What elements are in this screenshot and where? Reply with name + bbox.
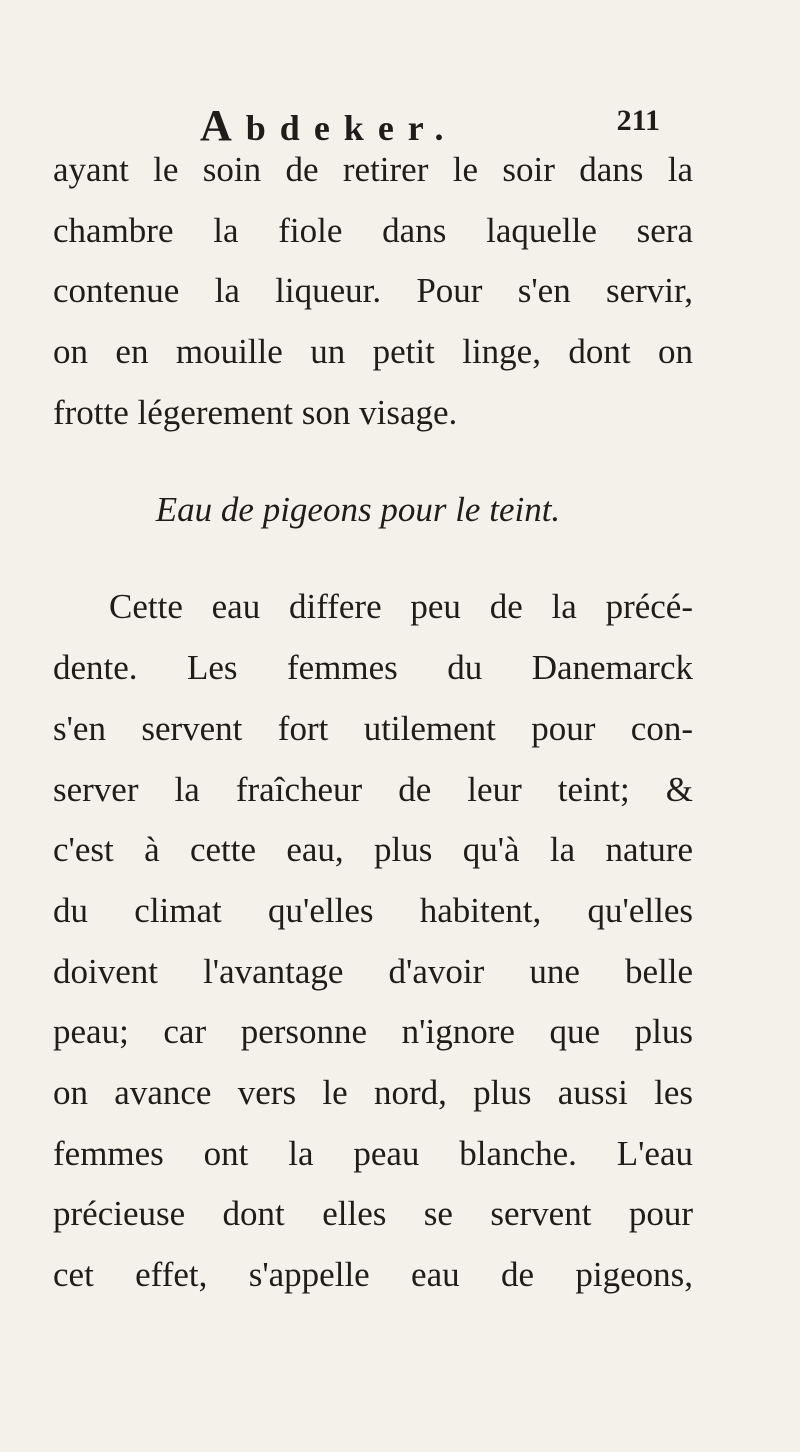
text-line: cet effet, s'appelle eau de pigeons, [53,1255,693,1294]
text-line: server la fraîcheur de leur teint; & [53,769,693,809]
page-number: 211 [616,104,660,137]
text-line: on en mouille un petit linge, dont on [53,332,693,372]
page-header [200,100,660,150]
spacer [53,443,693,481]
text-line: du climat qu'elles habitent, qu'elles [53,890,693,930]
text-line: peau; car personne n'ignore que plus [53,1012,693,1052]
text-line: précieuse dont elles se servent pour [53,1194,693,1234]
text-line: contenue la liqueur. Pour s'en servir, [53,271,693,311]
text-line: s'en servent fort utilement pour con- [53,708,693,748]
text-line: c'est à cette eau, plus qu'à la nature [53,830,693,870]
body-text [53,140,693,1306]
text-line: dente. Les femmes du Danemarck [53,648,693,688]
text-line: frotte légerement son visage. [53,392,458,432]
text-line: chambre la fiole dans laquelle sera [53,210,693,250]
text-line: ayant le soin de retirer le soir dans la [53,150,693,189]
text-line: Cette eau differe peu de la précé- [109,587,693,627]
spacer [53,539,693,577]
text-line: on avance vers le nord, plus aussi les [53,1072,693,1112]
section-heading: Eau de pigeons pour le teint. [155,490,561,530]
text-line: femmes ont la peau blanche. L'eau [53,1133,693,1173]
text-line: doivent l'avantage d'avoir une belle [53,951,693,991]
running-head: Abdeker. [200,101,458,150]
